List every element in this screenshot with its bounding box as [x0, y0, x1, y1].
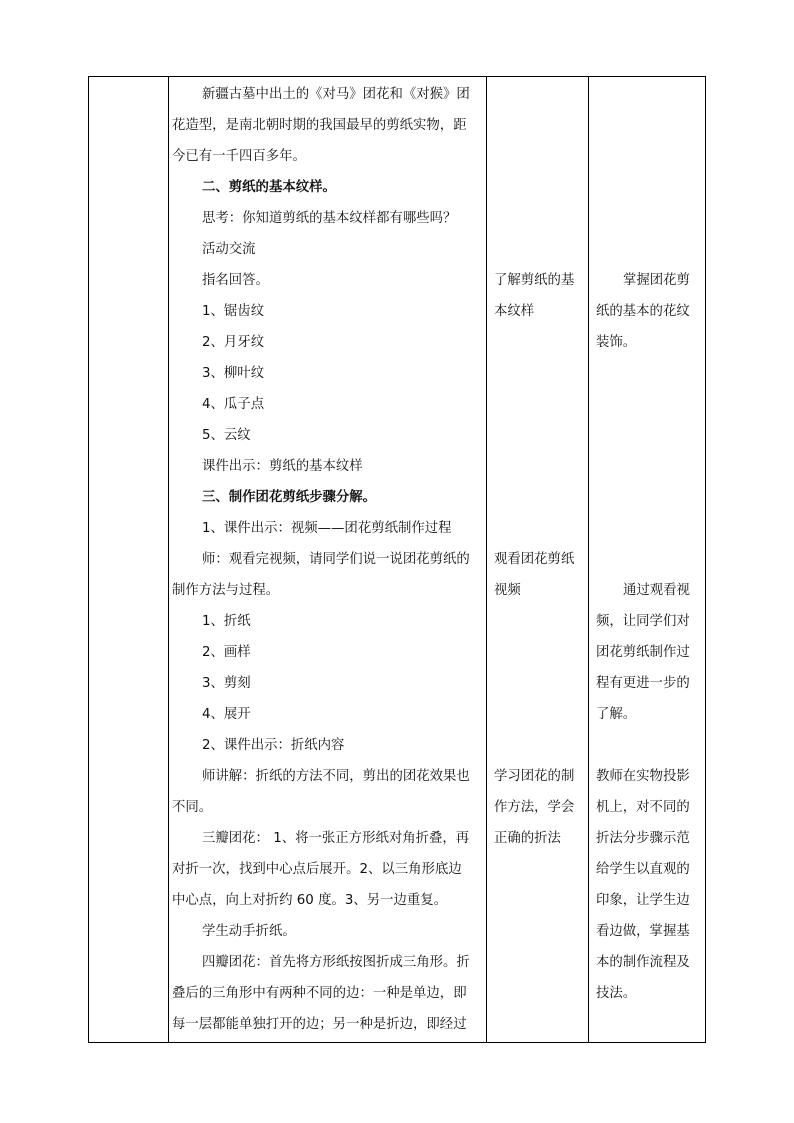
list-item: 1、折纸	[202, 614, 251, 629]
content-line: 制作方法与过程。	[172, 583, 280, 598]
lesson-plan-table	[88, 76, 706, 1043]
content-line: 花造型，是南北朝时期的我国最早的剪纸实物，距	[172, 118, 467, 133]
content-line: 对折一次，找到中心点后展开。2、以三角形底边	[172, 862, 462, 877]
intent-line: 教师在实物投影	[596, 769, 690, 784]
content-line: 师讲解：折纸的方法不同，剪出的团花效果也	[202, 769, 470, 784]
intent-line: 折法分步骤示范	[596, 831, 690, 846]
intent-line: 机上，对不同的	[596, 800, 690, 815]
content-line: 中心点，向上对折约 60 度。3、另一边重复。	[172, 893, 448, 908]
content-line: 叠后的三角形中有两种不同的边：一种是单边，即	[172, 986, 467, 1001]
activity-line: 学习团花的制	[494, 769, 575, 784]
activity-line: 正确的折法	[494, 831, 561, 846]
content-line: 每一层都能单独打开的边；另一种是折边，即经过	[172, 1017, 467, 1032]
list-item: 2、月牙纹	[202, 335, 265, 350]
content-line: 师：观看完视频，请同学们说一说团花剪纸的	[202, 552, 470, 567]
content-line: 今已有一千四百多年。	[172, 149, 306, 164]
content-line: 三瓣团花： 1、将一张正方形纸对角折叠，再	[202, 831, 470, 846]
content-line: 四瓣团花：首先将方形纸按图折成三角形。折	[202, 955, 470, 970]
design-intent-column	[89, 77, 707, 1042]
intent-line: 频，让同学们对	[596, 614, 690, 629]
activity-line: 作方法，学会	[494, 800, 575, 815]
intent-line: 装饰。	[596, 335, 637, 350]
section-heading: 三、制作团花剪纸步骤分解。	[202, 490, 377, 505]
intent-line: 团花剪纸制作过	[596, 645, 690, 660]
list-item: 1、锯齿纹	[202, 304, 265, 319]
activity-line: 视频	[494, 583, 521, 598]
intent-line: 了解。	[596, 707, 637, 722]
content-line: 不同。	[172, 800, 213, 815]
intent-line: 程有更进一步的	[596, 676, 690, 691]
list-item: 3、柳叶纹	[202, 366, 265, 381]
content-line: 课件出示：剪纸的基本纹样	[202, 459, 363, 474]
list-item: 3、剪刻	[202, 676, 251, 691]
content-line: 活动交流	[202, 242, 256, 257]
content-line: 2、课件出示：折纸内容	[202, 738, 345, 753]
intent-line: 印象，让学生边	[596, 893, 690, 908]
content-line: 学生动手折纸。	[202, 924, 296, 939]
activity-line: 了解剪纸的基	[494, 273, 575, 288]
activity-line: 本纹样	[494, 304, 535, 319]
intent-line: 本的制作流程及	[596, 955, 690, 970]
intent-line: 技法。	[596, 986, 637, 1001]
intent-line: 看边做，掌握基	[596, 924, 690, 939]
section-heading: 二、剪纸的基本纹样。	[202, 180, 336, 195]
list-item: 4、展开	[202, 707, 251, 722]
intent-line: 通过观看视	[623, 583, 690, 598]
content-line: 指名回答。	[202, 273, 269, 288]
intent-line: 掌握团花剪	[623, 273, 690, 288]
activity-line: 观看团花剪纸	[494, 552, 575, 567]
content-line: 思考：你知道剪纸的基本纹样都有哪些吗？	[202, 211, 457, 226]
intent-line: 纸的基本的花纹	[596, 304, 690, 319]
list-item: 5、云纹	[202, 428, 251, 443]
content-line: 新疆古墓中出土的《对马》团花和《对猴》团	[202, 87, 470, 102]
intent-line: 给学生以直观的	[596, 862, 690, 877]
content-line: 1、课件出示：视频——团花剪纸制作过程	[202, 521, 452, 536]
list-item: 2、画样	[202, 645, 251, 660]
list-item: 4、瓜子点	[202, 397, 265, 412]
